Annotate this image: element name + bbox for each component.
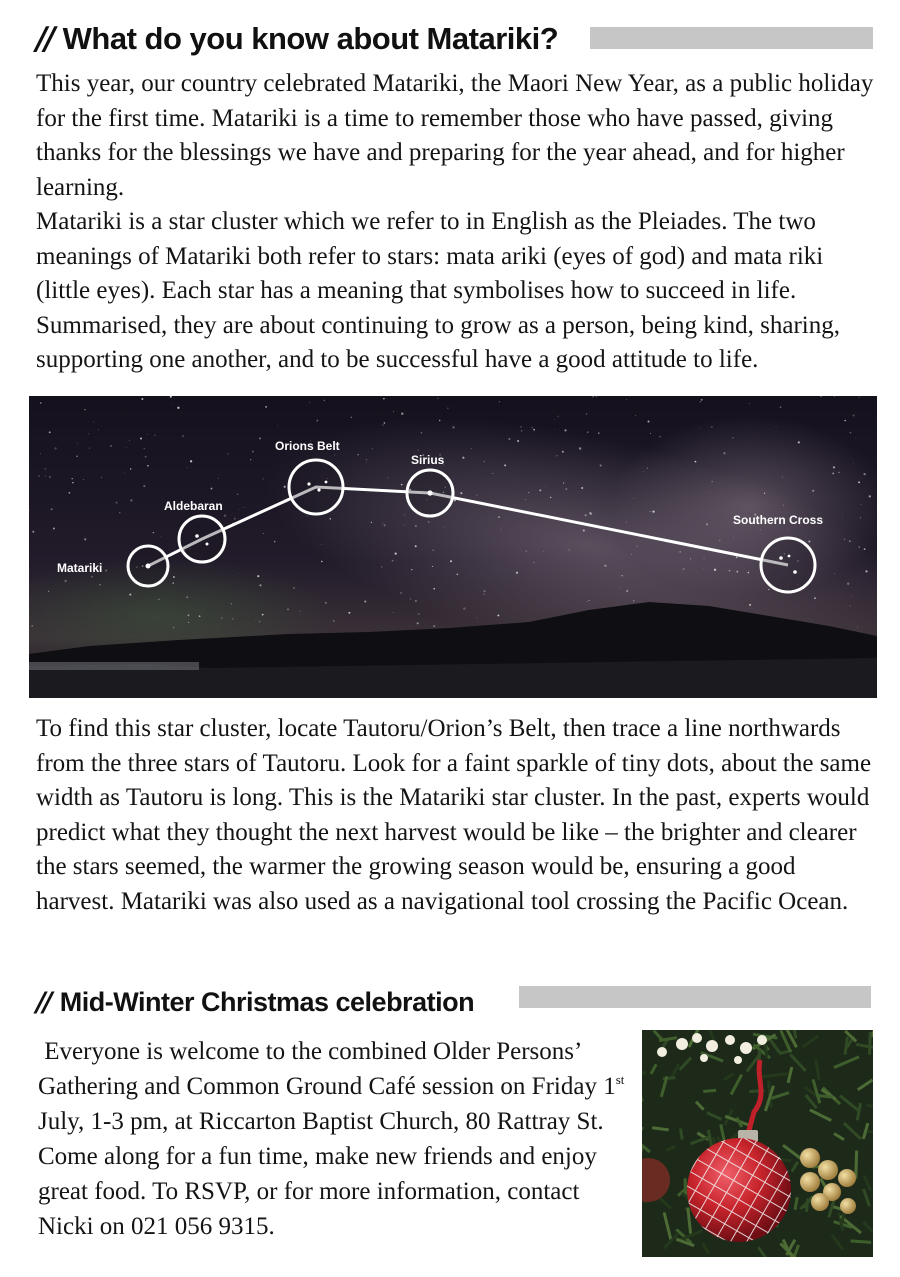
heading-rule (519, 986, 871, 1008)
body-part-1: Everyone is welcome to the combined Older Persons’ Gathering and Common Ground Café session on Friday 1 (38, 1038, 616, 1100)
ordinal-suffix: st (615, 1072, 625, 1087)
midwinter-heading-text: Mid-Winter Christmas celebration (59, 986, 475, 1017)
intro-paragraph-1: This year, our country celebrated Matariki, the Maori New Year, as a public holiday for the first time. Matariki is a time to remember those who have passed, giving thanks for the blessings we have and preparing for the year ahead, and for higher learning. (36, 70, 874, 201)
intro-paragraph-2: Matariki is a star cluster which we refer to in English as the Pleiades. The two meanings of Matariki both refer to stars: mata ariki (eyes of god) and mata riki (little eyes). Each star has a meaning that symbolises how to succeed in life. Summarised, they are about continuing to grow as a person, being kind, sharing, supporting one another, and to be successful have a good attitude to life. (36, 208, 841, 373)
southern-cross-label: Southern Cross (733, 513, 824, 527)
heading-rule (590, 27, 873, 49)
star-map-image (29, 396, 877, 698)
aldebaran-circle (179, 516, 225, 562)
find-paragraph: To find this star cluster, locate Tautoru/Orion’s Belt, then trace a line northwards from the three stars of Tautoru. Look for a faint sparkle of tiny dots, about the same width as Tautoru is long. This is the Matariki star cluster. In the past, experts would predict what they thought the next harvest would be like – the brighter and clearer the stars seemed, the warmer the growing season would be, ensuring a good harvest. Matariki was also used as a navigational tool crossing the Pacific Ocean. (36, 715, 872, 915)
midwinter-heading (36, 982, 474, 1022)
matariki-intro (36, 67, 876, 378)
aldebaran-label: Aldebaran (164, 499, 223, 513)
orions-belt-label: Orions Belt (275, 439, 340, 453)
matariki-heading-text: What do you know about Matariki? (62, 21, 559, 56)
find-cluster-text (36, 712, 876, 919)
christmas-ornament-image (642, 1030, 873, 1257)
double-slash-icon: // (36, 986, 50, 1018)
matariki-heading (36, 18, 558, 60)
matariki-label: Matariki (57, 561, 103, 575)
sirius-label: Sirius (411, 453, 445, 467)
orions-belt-circle (289, 460, 343, 514)
midwinter-body (38, 1034, 638, 1244)
southern-cross-circle (761, 538, 815, 592)
body-part-2: July, 1-3 pm, at Riccarton Baptist Church, 80 Rattray St. Come along for a fun time, make new friends and enjoy great food. To RSVP, or for more information, contact Nicki on 021 056 9315. (38, 1108, 604, 1240)
midwinter-paragraph (38, 1034, 638, 1244)
double-slash-icon: // (36, 21, 53, 57)
